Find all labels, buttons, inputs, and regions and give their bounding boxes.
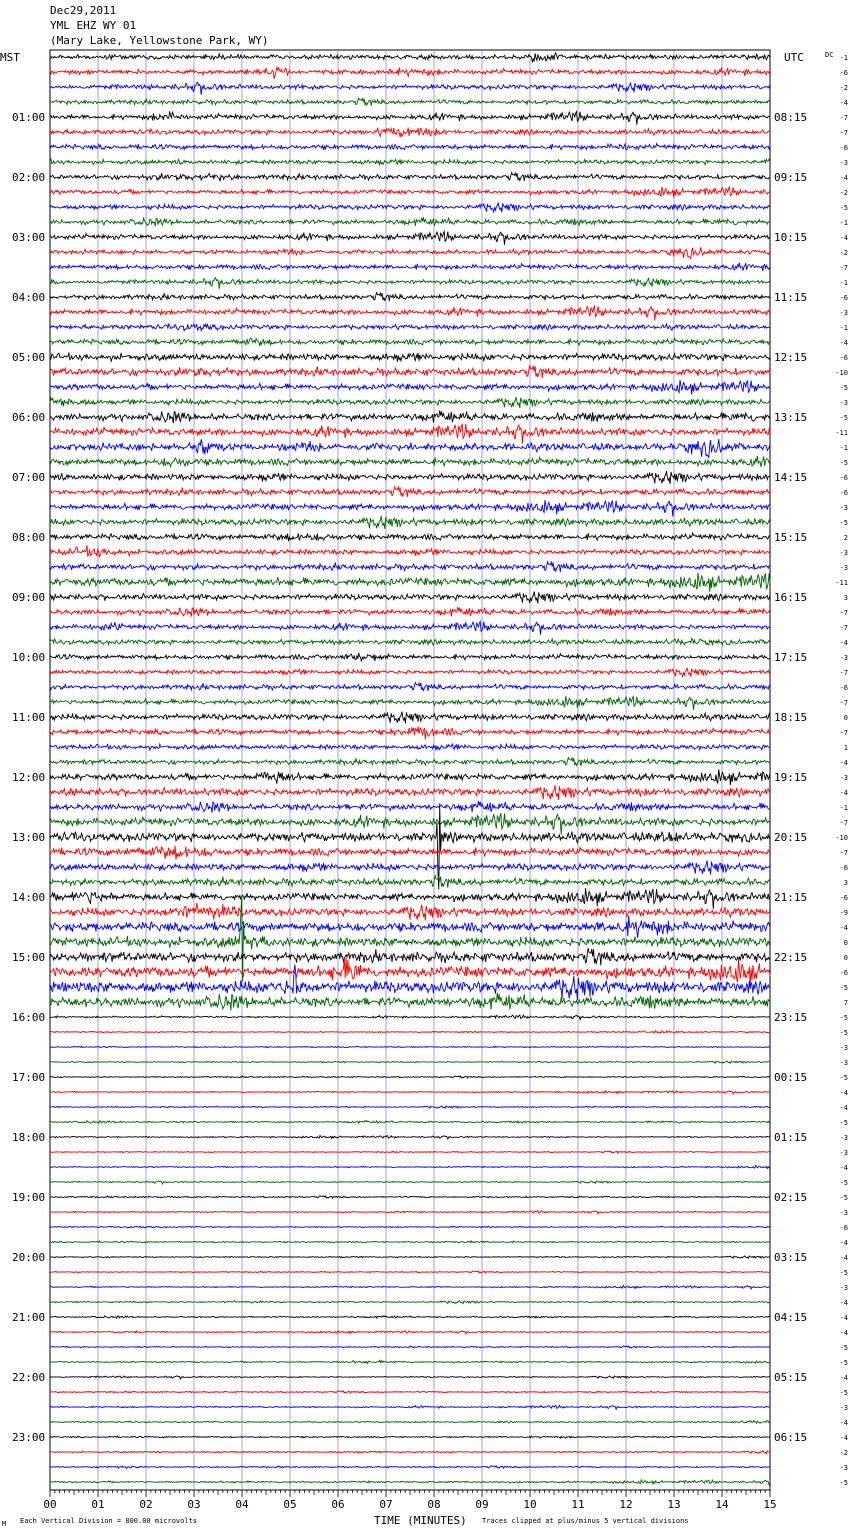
dc-offset-label: -3	[839, 654, 848, 662]
dc-offset-label: -2	[839, 189, 848, 197]
x-tick-label: 09	[475, 1498, 489, 1511]
dc-offset-label: -7	[839, 729, 848, 737]
dc-offset-label: -5	[839, 1074, 848, 1082]
dc-offset-label: -7	[839, 609, 848, 617]
trace-row	[50, 653, 770, 662]
dc-offset-label: -4	[839, 99, 848, 107]
dc-offset-label: -4	[839, 1164, 848, 1172]
dc-offset-label: -6	[839, 294, 848, 302]
right-hour-label: 00:15	[774, 1071, 808, 1084]
trace-row	[50, 846, 770, 860]
dc-offset-label: -4	[839, 339, 848, 347]
trace-row	[50, 573, 770, 592]
trace-row	[50, 306, 770, 321]
trace-row	[50, 948, 770, 965]
dc-offset-label: -7	[839, 129, 848, 137]
dc-offset-label: -6	[839, 144, 848, 152]
trace-row	[50, 1046, 770, 1048]
x-tick-label: 07	[379, 1498, 393, 1511]
trace-row	[50, 82, 770, 95]
trace-row	[50, 545, 770, 557]
trace-row	[50, 1346, 770, 1348]
dc-offset-label: -6	[839, 489, 848, 497]
dc-offset-label: -5	[839, 1359, 848, 1367]
right-hour-label: 17:15	[774, 651, 808, 664]
dc-offset-label: -5	[839, 519, 848, 527]
dc-offset-label: -2	[839, 84, 848, 92]
x-tick-label: 02	[139, 1498, 153, 1511]
dc-header-label: DC	[825, 51, 834, 59]
dc-offset-label: -4	[839, 924, 848, 932]
dc-offset-label: -3	[839, 504, 848, 512]
station-location: (Mary Lake, Yellowstone Park, WY)	[50, 34, 269, 47]
left-hour-label: 18:00	[12, 1131, 46, 1144]
dc-offset-label: -3	[839, 399, 848, 407]
x-tick-label: 08	[427, 1498, 441, 1511]
dc-offset-label: -5	[839, 1269, 848, 1277]
trace-row	[50, 516, 770, 529]
dc-offset-label: -4	[839, 1374, 848, 1382]
seismic-traces	[50, 53, 770, 1485]
dc-offset-label: -5	[839, 1194, 848, 1202]
dc-offset-label: 3	[843, 594, 848, 602]
dc-offset-label: -5	[839, 1479, 848, 1487]
dc-offset-label: -4	[839, 789, 848, 797]
dc-offset-label: -5	[839, 459, 848, 467]
trace-row	[50, 1076, 770, 1078]
dc-offset-label: -1	[839, 804, 848, 812]
dc-offset-label: -6	[839, 864, 848, 872]
dc-offset-label: -4	[839, 1104, 848, 1112]
trace-row	[50, 727, 770, 740]
right-hour-label: 02:15	[774, 1191, 808, 1204]
trace-row	[50, 98, 770, 106]
dc-offset-label: -5	[839, 204, 848, 212]
left-hour-label: 23:00	[12, 1431, 46, 1444]
trace-row	[50, 683, 770, 692]
dc-offset-label: -10	[835, 369, 848, 377]
dc-offset-label: -4	[839, 1419, 848, 1427]
trace-row	[50, 293, 770, 302]
trace-row	[50, 144, 770, 150]
x-tick-label: 01	[91, 1498, 105, 1511]
dc-offset-label: -5	[839, 1179, 848, 1187]
dc-offset-label: 0	[843, 714, 848, 722]
left-hour-label: 16:00	[12, 1011, 46, 1024]
trace-row	[50, 353, 770, 362]
trace-row	[50, 380, 770, 394]
dc-offset-label: -3	[839, 1044, 848, 1052]
trace-row	[50, 696, 770, 710]
trace-row	[50, 896, 770, 982]
left-hour-label: 02:00	[12, 171, 46, 184]
dc-offset-label: -4	[839, 174, 848, 182]
dc-offset-label: -4	[839, 1089, 848, 1097]
x-tick-label: 00	[43, 1498, 57, 1511]
trace-row	[50, 876, 770, 888]
trace-row	[50, 533, 770, 541]
trace-row	[50, 187, 770, 198]
trace-row	[50, 439, 770, 458]
left-hour-label: 07:00	[12, 471, 46, 484]
left-hour-label: 04:00	[12, 291, 46, 304]
dc-offset-label: -6	[839, 684, 848, 692]
left-hour-label: 17:00	[12, 1071, 46, 1084]
dc-offset-label: -7	[839, 849, 848, 857]
right-hour-label: 10:15	[774, 231, 808, 244]
dc-offset-label: -5	[839, 1029, 848, 1037]
dc-offset-label: -4	[839, 1314, 848, 1322]
dc-offset-label: -6	[839, 894, 848, 902]
trace-row	[50, 111, 770, 125]
trace-row	[50, 487, 770, 497]
dc-offset-label: -3	[839, 1134, 848, 1142]
trace-row	[50, 278, 770, 289]
trace-row	[50, 1256, 770, 1258]
dc-offset-label: -6	[839, 474, 848, 482]
dc-offset-label: -4	[839, 1254, 848, 1262]
dc-offset-label: -1	[839, 324, 848, 332]
trace-row	[50, 1091, 770, 1095]
dc-offset-label: -3	[839, 1209, 848, 1217]
trace-row	[50, 67, 770, 79]
left-hour-label: 12:00	[12, 771, 46, 784]
dc-offset-label: -3	[839, 309, 848, 317]
trace-row	[50, 324, 770, 331]
dc-offset-label: -5	[839, 414, 848, 422]
left-hour-label: 11:00	[12, 711, 46, 724]
trace-row	[50, 1151, 770, 1153]
dc-offset-label: -3	[839, 564, 848, 572]
trace-row	[50, 53, 770, 62]
left-hour-label: 22:00	[12, 1371, 46, 1384]
dc-offset-label: 0	[843, 939, 848, 947]
trace-row	[50, 159, 770, 165]
trace-row	[50, 1271, 770, 1273]
dc-offset-label: -5	[839, 984, 848, 992]
dc-offset-label: -11	[835, 579, 848, 587]
dc-offset-label: -6	[839, 969, 848, 977]
dc-offset-label: -7	[839, 624, 848, 632]
trace-row	[50, 638, 770, 645]
station-code: YML EHZ WY 01	[50, 19, 137, 32]
trace-row	[50, 1136, 770, 1140]
right-hour-label: 21:15	[774, 891, 808, 904]
trace-row	[50, 247, 770, 258]
dc-offset-label: -11	[835, 429, 848, 437]
dc-offset-label: -5	[839, 384, 848, 392]
trace-row	[50, 1031, 770, 1034]
trace-row	[50, 1466, 770, 1469]
right-hour-label: 14:15	[774, 471, 808, 484]
right-hour-label: 12:15	[774, 351, 808, 364]
dc-offset-label: -5	[839, 1389, 848, 1397]
dc-offset-label: 0	[843, 954, 848, 962]
dc-offset-label: -6	[839, 69, 848, 77]
dc-offset-label: -7	[839, 264, 848, 272]
dc-offset-label: -3	[839, 159, 848, 167]
dc-offset-label: -6	[839, 354, 848, 362]
right-hour-label: 18:15	[774, 711, 808, 724]
right-hour-label: 19:15	[774, 771, 808, 784]
trace-row	[50, 471, 770, 484]
trace-row	[50, 500, 770, 516]
trace-row	[50, 1181, 770, 1184]
trace-row	[50, 622, 770, 635]
dc-offset-label: -9	[839, 909, 848, 917]
trace-row	[50, 965, 770, 1000]
dc-offset-label: -3	[839, 1404, 848, 1412]
right-hour-label: 20:15	[774, 831, 808, 844]
left-hour-label: 08:00	[12, 531, 46, 544]
trace-row	[50, 1480, 770, 1485]
trace-row	[50, 607, 770, 617]
trace-row	[50, 1241, 770, 1243]
trace-row	[50, 424, 770, 444]
trace-row	[50, 1015, 770, 1020]
trace-row	[50, 993, 770, 1011]
plot-date: Dec29,2011	[50, 4, 117, 17]
dc-offset-label: -3	[839, 1149, 848, 1157]
left-hour-label: 13:00	[12, 831, 46, 844]
dc-offset-label: -4	[839, 639, 848, 647]
dc-offset-label: -3	[839, 1059, 848, 1067]
trace-row	[50, 203, 770, 213]
trace-row	[50, 1360, 770, 1363]
dc-offset-label: -4	[839, 759, 848, 767]
trace-row	[50, 397, 770, 408]
right-hour-label: 04:15	[774, 1311, 808, 1324]
right-hour-label: 05:15	[774, 1371, 808, 1384]
left-hour-label: 20:00	[12, 1251, 46, 1264]
trace-row	[50, 562, 770, 572]
right-hour-label: 16:15	[774, 591, 808, 604]
left-hour-label: 03:00	[12, 231, 46, 244]
trace-row	[50, 232, 770, 245]
trace-row	[50, 1451, 770, 1454]
trace-row	[50, 903, 770, 921]
right-hour-label: 13:15	[774, 411, 808, 424]
dc-offset-label: -7	[839, 699, 848, 707]
trace-row	[50, 801, 770, 813]
trace-row	[50, 888, 770, 909]
trace-row	[50, 1211, 770, 1214]
right-hour-label: 08:15	[774, 111, 808, 124]
corner-mark: M	[2, 1520, 7, 1528]
left-hour-label: 14:00	[12, 891, 46, 904]
dc-offset-label: -1	[839, 54, 848, 62]
dc-offset-label: 7	[843, 999, 848, 1007]
x-tick-label: 10	[523, 1498, 537, 1511]
trace-row	[50, 769, 770, 785]
dc-offset-label: 3	[843, 879, 848, 887]
left-hour-label: 15:00	[12, 951, 46, 964]
right-hour-label: 22:15	[774, 951, 808, 964]
trace-row	[50, 338, 770, 346]
trace-row	[50, 410, 770, 423]
trace-row	[50, 217, 770, 226]
x-tick-label: 12	[619, 1498, 633, 1511]
right-hour-label: 23:15	[774, 1011, 808, 1024]
trace-row	[50, 712, 770, 724]
right-hour-label: 06:15	[774, 1431, 808, 1444]
trace-row	[50, 1436, 770, 1438]
vertical-division-note: Each Vertical Division = 800.00 microvolts	[20, 1517, 198, 1525]
x-tick-label: 05	[283, 1498, 297, 1511]
dc-offset-label: -4	[839, 1434, 848, 1442]
x-tick-label: 14	[715, 1498, 729, 1511]
dc-offset-label: -4	[839, 234, 848, 242]
right-hour-label: 03:15	[774, 1251, 808, 1264]
dc-offset-label: -7	[839, 819, 848, 827]
x-tick-label: 06	[331, 1498, 345, 1511]
trace-row	[50, 957, 770, 985]
trace-row	[50, 668, 770, 677]
x-tick-label: 15	[763, 1498, 777, 1511]
trace-row	[50, 1121, 770, 1124]
trace-row	[50, 861, 770, 875]
axes	[12, 54, 848, 1511]
dc-offset-label: -3	[839, 774, 848, 782]
trace-row	[50, 758, 770, 767]
dc-offset-label: -1	[839, 279, 848, 287]
dc-offset-label: -1	[839, 444, 848, 452]
dc-offset-label: -5	[839, 1119, 848, 1127]
clip-note: Traces clipped at plus/minus 5 vertical divisions	[482, 1517, 689, 1525]
dc-offset-label: -5	[839, 1014, 848, 1022]
trace-row	[50, 456, 770, 467]
right-hour-label: 11:15	[774, 291, 808, 304]
left-hour-label: 21:00	[12, 1311, 46, 1324]
x-tick-label: 03	[187, 1498, 201, 1511]
right-hour-label: 09:15	[774, 171, 808, 184]
dc-offset-label: -3	[839, 1464, 848, 1472]
trace-row	[50, 1376, 770, 1379]
trace-row	[50, 1166, 770, 1169]
trace-row	[50, 1196, 770, 1199]
dc-offset-label: -6	[839, 1224, 848, 1232]
trace-row	[50, 1405, 770, 1409]
trace-row	[50, 1421, 770, 1424]
trace-row	[50, 128, 770, 138]
trace-row	[50, 1061, 770, 1063]
trace-row	[50, 1286, 770, 1290]
trace-row	[50, 1301, 770, 1304]
left-hour-label: 10:00	[12, 651, 46, 664]
trace-row	[50, 173, 770, 182]
dc-offset-label: -4	[839, 1329, 848, 1337]
right-hour-label: 01:15	[774, 1131, 808, 1144]
dc-offset-label: -4	[839, 1299, 848, 1307]
trace-row	[50, 365, 770, 378]
left-hour-label: 05:00	[12, 351, 46, 364]
trace-row	[50, 744, 770, 751]
x-tick-label: 13	[667, 1498, 681, 1511]
dc-offset-label: -2	[839, 249, 848, 257]
x-axis-label: TIME (MINUTES)	[374, 1514, 467, 1527]
trace-row	[50, 1226, 770, 1228]
left-timezone-label: MST	[0, 51, 20, 64]
left-hour-label: 09:00	[12, 591, 46, 604]
right-timezone-label: UTC	[784, 51, 804, 64]
dc-offset-label: -2	[839, 1449, 848, 1457]
trace-row	[50, 803, 770, 889]
trace-row	[50, 1331, 770, 1335]
trace-row	[50, 592, 770, 604]
trace-row	[50, 1106, 770, 1108]
trace-row	[50, 1316, 770, 1319]
dc-offset-label: -1	[839, 219, 848, 227]
dc-offset-label: -10	[835, 834, 848, 842]
trace-row	[50, 785, 770, 800]
left-hour-label: 06:00	[12, 411, 46, 424]
right-hour-label: 15:15	[774, 531, 808, 544]
dc-offset-label: -3	[839, 1284, 848, 1292]
trace-row	[50, 263, 770, 272]
left-hour-label: 01:00	[12, 111, 46, 124]
x-tick-label: 11	[571, 1498, 585, 1511]
dc-offset-label: -7	[839, 669, 848, 677]
dc-offset-label: 1	[843, 744, 848, 752]
dc-offset-label: -5	[839, 1344, 848, 1352]
dc-offset-label: -7	[839, 114, 848, 122]
left-hour-label: 19:00	[12, 1191, 46, 1204]
x-tick-label: 04	[235, 1498, 249, 1511]
dc-offset-label: -3	[839, 549, 848, 557]
dc-offset-label: -4	[839, 1239, 848, 1247]
dc-offset-label: 2	[843, 534, 848, 542]
trace-row	[50, 1391, 770, 1394]
